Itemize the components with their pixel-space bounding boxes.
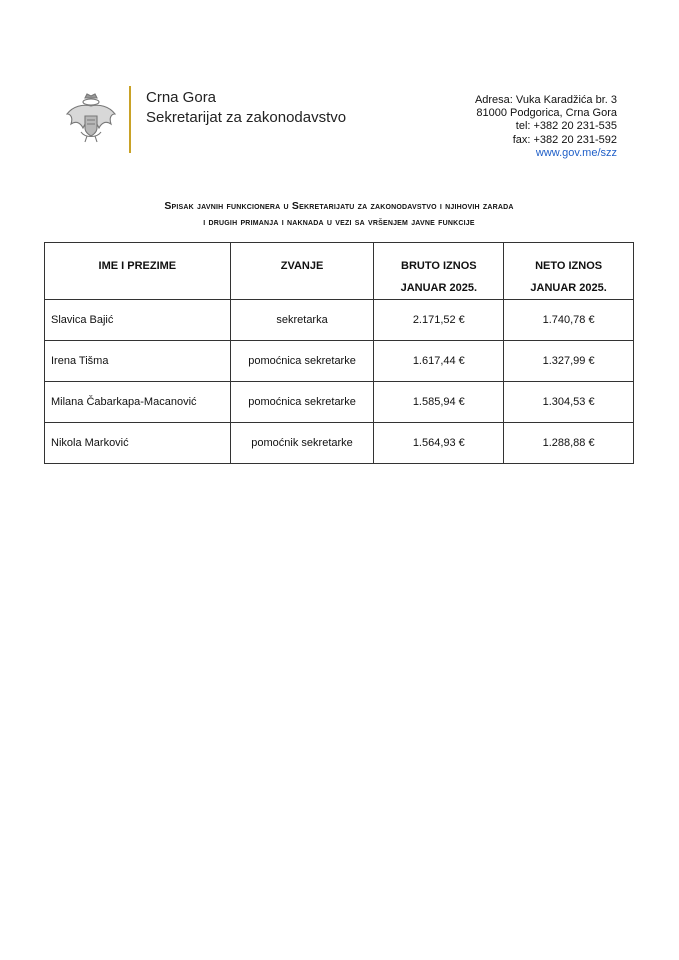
- cell-title: sekretarka: [230, 300, 374, 341]
- cell-title: pomoćnik sekretarke: [230, 423, 374, 464]
- cell-net: 1.304,53 €: [504, 382, 634, 423]
- cell-gross: 1.617,44 €: [374, 341, 504, 382]
- cell-net: 1.288,88 €: [504, 423, 634, 464]
- cell-name: Nikola Marković: [45, 423, 231, 464]
- cell-gross: 1.564,93 €: [374, 423, 504, 464]
- table-row: [45, 300, 634, 341]
- city-line: 81000 Podgorica, Crna Gora: [476, 107, 617, 120]
- document-title: [44, 198, 634, 230]
- cell-net: 1.740,78 €: [504, 300, 634, 341]
- cell-name: Milana Čabarkapa-Macanović: [45, 382, 231, 423]
- table-row: [45, 423, 634, 464]
- gross-header-line-2: JANUAR 2025.: [400, 282, 478, 294]
- header-divider: [129, 86, 131, 153]
- cell-gross: 2.171,52 €: [374, 300, 504, 341]
- column-header-gross: [374, 243, 504, 300]
- table-row: [45, 382, 634, 423]
- country-name: Crna Gora: [146, 89, 217, 106]
- table-row: [45, 341, 634, 382]
- cell-name: Irena Tišma: [45, 341, 231, 382]
- salary-table: [44, 242, 634, 464]
- contact-block: [475, 94, 617, 160]
- column-header-name: IME I PREZIME: [45, 243, 231, 300]
- phone-line: tel: +382 20 231-535: [515, 120, 617, 133]
- cell-net: 1.327,99 €: [504, 341, 634, 382]
- column-header-net: [504, 243, 634, 300]
- cell-name: Slavica Bajić: [45, 300, 231, 341]
- cell-gross: 1.585,94 €: [374, 382, 504, 423]
- column-header-title: ZVANJE: [230, 243, 374, 300]
- document-title-line-2: i drugih primanja i naknada u vezi sa vršenjem javne funkcije: [203, 216, 475, 228]
- cell-title: pomoćnica sekretarke: [230, 382, 374, 423]
- net-header-line-1: NETO IZNOS: [535, 260, 603, 272]
- fax-line: fax: +382 20 231-592: [512, 133, 617, 146]
- organization-block: [146, 88, 346, 128]
- address-line: Adresa: Vuka Karadžića br. 3: [474, 94, 617, 106]
- table-header-row: [45, 243, 634, 300]
- institution-name: Sekretarijat za zakonodavstvo: [146, 109, 347, 126]
- document-title-line-1: Spisak javnih funkcionera u Sekretarijatu za zakonodavstvo i njihovih zarada: [164, 200, 514, 212]
- coat-of-arms-logo: [63, 90, 119, 146]
- gross-header-line-1: BRUTO IZNOS: [401, 260, 477, 272]
- cell-title: pomoćnica sekretarke: [230, 341, 374, 382]
- website-link[interactable]: www.gov.me/szz: [535, 146, 617, 159]
- net-header-line-2: JANUAR 2025.: [530, 282, 607, 294]
